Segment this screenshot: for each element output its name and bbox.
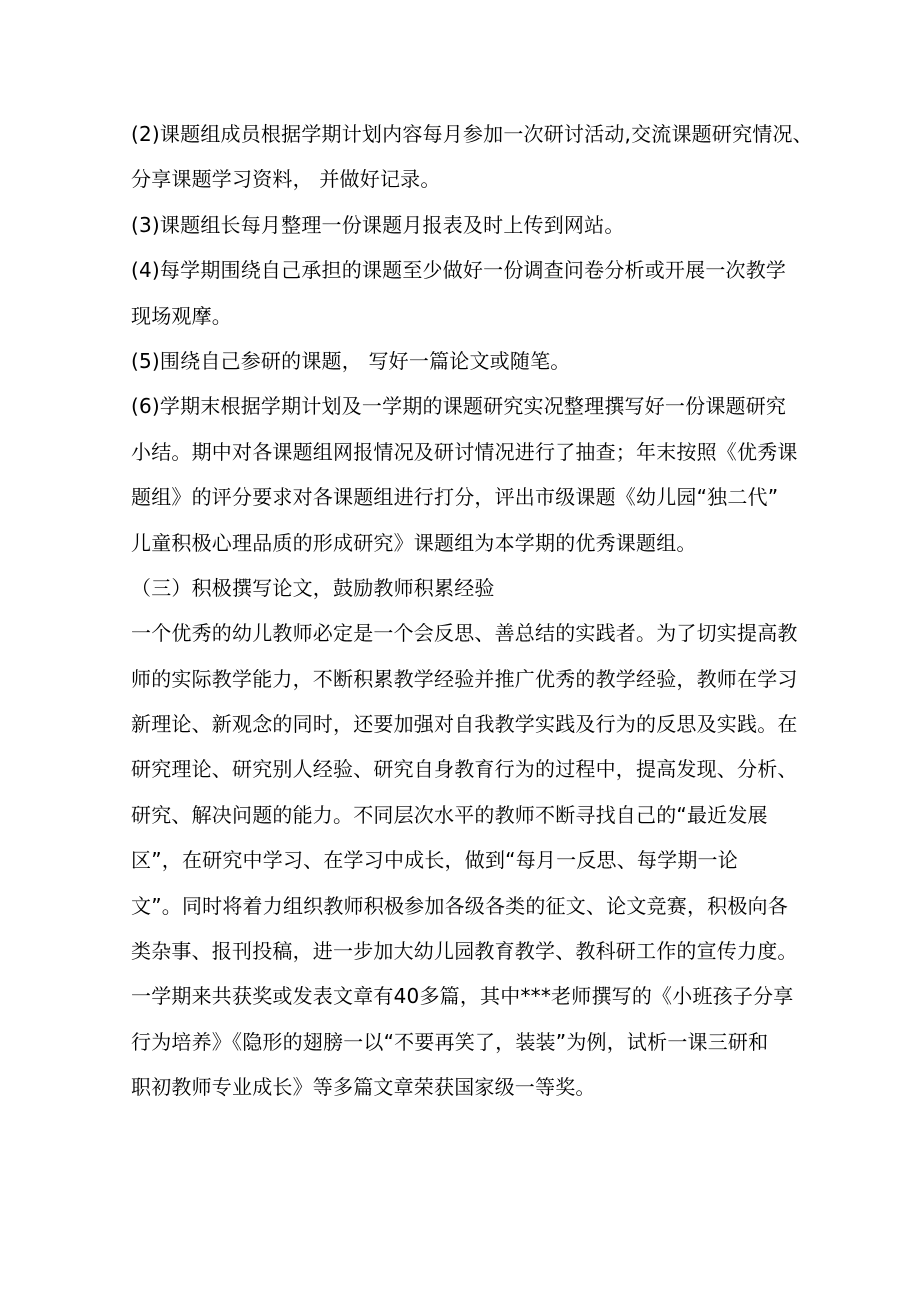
text-line-21: 行为培养》《隐形的翅膀一以“不要再笑了，装装”为例，试析一课三研和 — [131, 1029, 769, 1054]
text-line-8: 小结。期中对各课题组网报情况及研讨情况进行了抽查；年末按照《优秀课 — [131, 439, 798, 464]
text-line-12: 一个优秀的幼儿教师必定是一个会反思、善总结的实践者。为了切实提高教 — [131, 621, 798, 646]
text-line-15: 研究理论、研究别人经验、研究自身教育行为的过程中，提高发现、分析、 — [131, 757, 798, 782]
text-line-7: (6)学期末根据学期计划及一学期的课题研究实况整理撰写好一份课题研究 — [131, 394, 787, 419]
text-line-16: 研究、解决问题的能力。不同层次水平的教师不断寻找自己的“最近发展 — [131, 802, 768, 827]
text-line-18: 文”。同时将着力组织教师积极参加各级各类的征文、论文竞赛，积极向各 — [131, 893, 788, 918]
text-line-17: 区”，在研究中学习、在学习中成长，做到“每月一反思、每学期一论 — [131, 848, 738, 873]
text-line-2: 分享课题学习资料， 并做好记录。 — [131, 167, 441, 192]
text-line-1: (2)课题组成员根据学期计划内容每月参加一次研讨活动,交流课题研究情况、 — [131, 122, 813, 146]
text-line-13: 师的实际教学能力，不断积累教学经验并推广优秀的教学经验，教师在学习 — [131, 666, 798, 691]
text-line-6: (5)围绕自己参研的课题， 写好一篇论文或随笔。 — [131, 348, 571, 373]
text-line-3: (3)课题组长每月整理一份课题月报表及时上传到网站。 — [131, 212, 625, 237]
text-line-20: 一学期来共获奖或发表文章有40多篇，其中***老师撰写的《小班孩子分享 — [131, 984, 794, 1009]
text-line-22: 职初教师专业成长》等多篇文章荣获国家级一等奖。 — [131, 1075, 596, 1100]
text-line-5: 现场观摩。 — [131, 303, 232, 328]
text-line-4: (4)每学期围绕自己承担的课题至少做好一份调查问卷分析或开展一次教学 — [131, 258, 787, 283]
document-body — [131, 112, 831, 1111]
text-line-14: 新理论、新观念的同时，还要加强对自我教学实践及行为的反思及实践。在 — [131, 712, 798, 737]
text-line-10: 儿童积极心理品质的形成研究》课题组为本学期的优秀课题组。 — [131, 530, 697, 555]
text-line-9: 题组》的评分要求对各课题组进行打分，评出市级课题《幼儿园“独二代” — [131, 485, 779, 510]
text-line-19: 类杂事、报刊投稿，进一步加大幼儿园教育教学、教科研工作的宣传力度。 — [131, 939, 798, 964]
section-heading: （三）积极撰写论文，鼓励教师积累经验 — [131, 575, 495, 600]
